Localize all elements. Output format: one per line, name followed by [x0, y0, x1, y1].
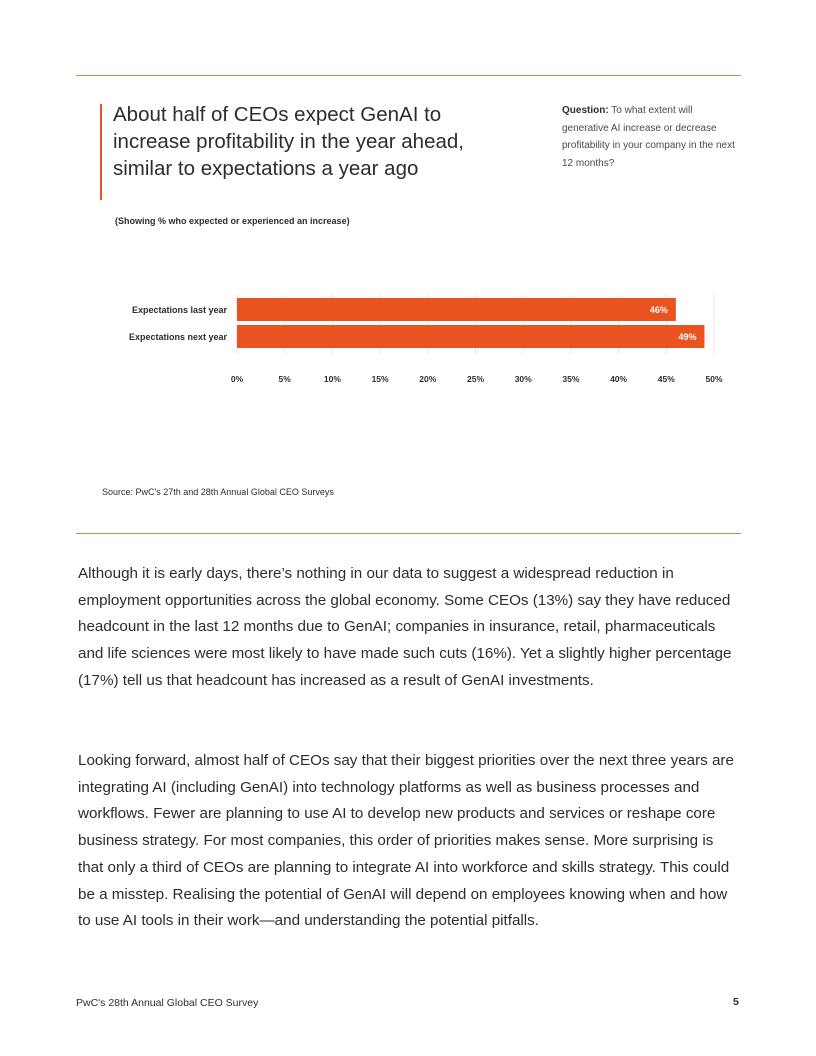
category-label: Expectations next year — [128, 332, 227, 342]
x-tick-label: 20% — [419, 374, 437, 384]
question-text: To what extent will generative AI increase or decrease profitability in your company in the next 12 months? — [562, 105, 735, 169]
x-tick-label: 5% — [278, 374, 291, 384]
x-tick-label: 35% — [562, 374, 580, 384]
chart-subtitle: (Showing % who expected or experienced an increase) — [115, 216, 350, 226]
body-paragraph-1: Although it is early days, there’s nothing in our data to suggest a widespread reduction in employment opportunities across the global economy. Some CEOs (13%) say they have reduced headcount in the last 12 months due to GenAI; companies in insurance, retail, pharmaceuticals and life sciences were most likely to have made such cuts (16%). Yet a slightly higher percentage (17%) tell us that headcount has increased as a result of GenAI investments. — [78, 565, 732, 689]
x-tick-label: 50% — [705, 374, 723, 384]
x-tick-label: 45% — [657, 374, 675, 384]
bar — [237, 325, 704, 348]
page-title: About half of CEOs expect GenAI to increase profitability in the year ahead, similar to expectations a year ago — [113, 103, 464, 180]
body-paragraph-2: Looking forward, almost half of CEOs say that their biggest priorities over the next three years are integrating AI (including GenAI) into technology platforms as well as business processes and workflows. Fewer are planning to use AI to develop new products and services or reshape core business strategy. For most companies, this order of priorities makes sense. More surprising is that only a third of CEOs are planning to integrate AI into workforce and skills strategy. This could be a misstep. Realising the potential of GenAI will depend on employees knowing when and how to use AI tools in their work—and understanding the potential pitfalls. — [78, 752, 734, 930]
x-tick-label: 0% — [230, 374, 244, 384]
data-label: 46% — [649, 305, 668, 315]
category-label: Expectations last year — [131, 305, 227, 315]
bar — [237, 298, 676, 321]
question-label: Question: — [562, 105, 609, 116]
x-tick-label: 25% — [466, 374, 485, 384]
survey-question — [562, 102, 738, 172]
top-divider — [76, 75, 741, 76]
x-tick-label: 15% — [371, 374, 389, 384]
x-tick-label: 40% — [610, 374, 628, 384]
x-tick-label: 10% — [323, 374, 341, 384]
x-tick-label: 30% — [514, 374, 532, 384]
bar-chart — [96, 290, 736, 390]
title-accent-bar — [100, 104, 102, 200]
section-divider — [76, 533, 741, 534]
page-number: 5 — [733, 996, 739, 1008]
chart-source: Source: PwC's 27th and 28th Annual Global CEO Surveys — [102, 487, 334, 497]
data-label: 49% — [678, 332, 697, 342]
footer-publication: PwC's 28th Annual Global CEO Survey — [76, 997, 259, 1009]
